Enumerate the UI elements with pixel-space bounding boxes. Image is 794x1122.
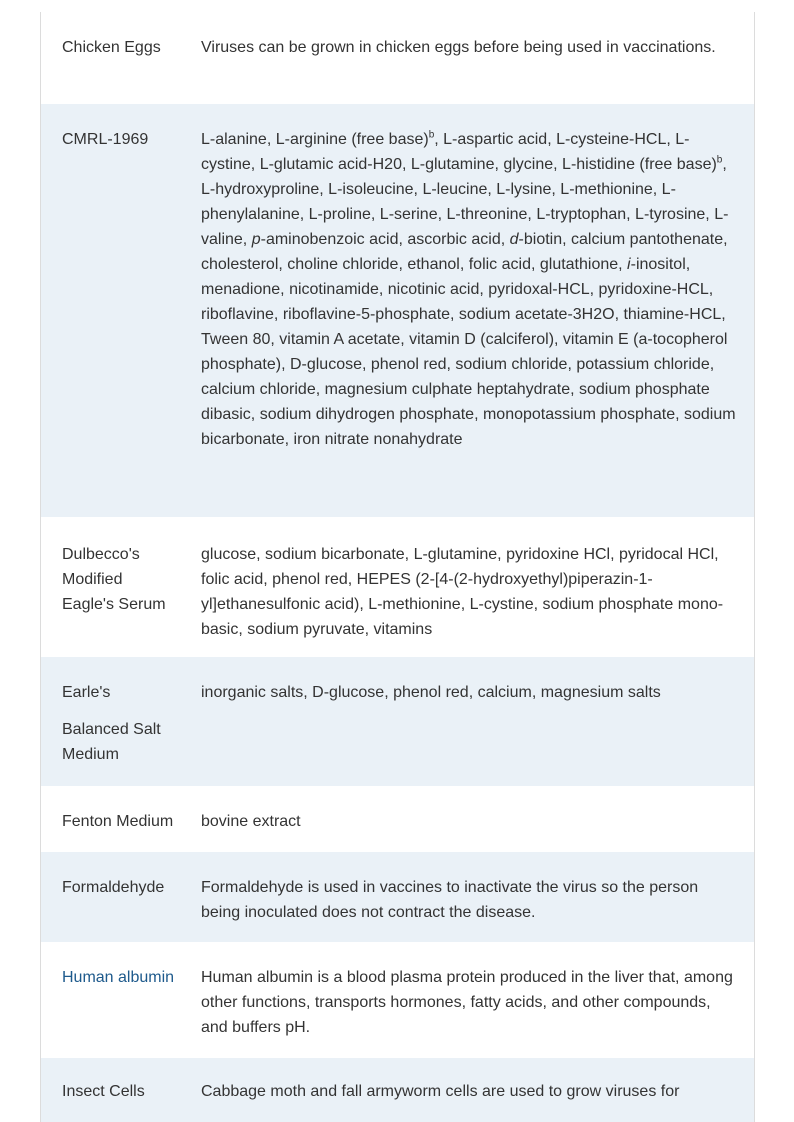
table-row [41,786,754,852]
ingredient-description: L-alanine, L-arginine (free base)$^b$, L-aspartic acid, L-cysteine-HCL, L-cystine, L-glutamic acid-H20, L-glutamine, glycine, L-histidine (free base)$^b$, L-hydroxyproline, L-isoleucine, L-leucine, L-lysine, L-methionine, L-phenylalanine, L-proline, L-serine, L-threonine, L-tryptophan, L-tyrosine, L-valine, p-aminobenzoic acid, ascorbic acid, d-biotin, calcium pantothenate, cholesterol, choline chloride, ethanol, folic acid, glutathione, i-inositol, menadione, nicotinamide, nicotinic acid, pyridoxal-HCL, pyridoxine-HCL, riboflavine, riboflavine-5-phosphate, sodium acetate-3H2O, thiamine-HCL, Tween 80, vitamin A acetate, vitamin D (calciferol), vitamin E (a-tocopherol phosphate), D-glucose, phenol red, sodium chloride, potassium chloride, calcium chloride, magnesium culphate heptahydrate, sodium phosphate dibasic, sodium dihydrogen phosphate, monopotassium phosphate, sodium bicarbonate, iron nitrate nonahydrate [201,129,736,448]
ingredient-description: Formaldehyde is used in vaccines to inactivate the virus so the person being inoculated does not contract the disease. [201,879,699,921]
ingredient-description: Cabbage moth and fall armyworm cells are used to grow viruses for [201,1083,680,1100]
ingredient-name: Insect Cells [62,1083,145,1100]
ingredient-name [41,965,201,1058]
ingredient-description: Viruses can be grown in chicken eggs before being used in vaccinations. [201,39,716,56]
table-row [41,104,754,517]
ingredient-description: Human albumin is a blood plasma protein produced in the liver that, among other functions, transports hormones, fatty acids, and other compounds, and buffers pH. [201,969,733,1036]
ingredient-name: Chicken Eggs [62,39,161,56]
ingredient-description: glucose, sodium bicarbonate, L-glutamine, pyridoxine HCl, pyridocal HCl, folic acid, phenol red, HEPES (2-[4-(2-hydroxyethyl)piperazin-1-yl]ethanesulfonic acid), L-methionine, L-cystine, sodium phosphate mono-basic, sodium pyruvate, vitamins [201,546,724,638]
table-row [41,942,754,1058]
ingredient-name: Formaldehyde [62,879,165,896]
table-row [41,852,754,942]
name-line-2: Balanced Salt Medium [62,721,161,763]
table-row [41,657,754,786]
table-row [41,517,754,657]
human-albumin-link[interactable]: Human albumin [62,969,175,986]
ingredient-name: Dulbecco's Modified Eagle's Serum [62,546,166,613]
table-row [41,1058,754,1122]
table-row [41,12,754,104]
ingredient-name [41,680,201,786]
ingredient-name: Fenton Medium [62,813,174,830]
ingredient-name: CMRL-1969 [62,131,149,148]
ingredients-table [40,12,755,1122]
ingredient-description: bovine extract [201,813,301,830]
name-line-1: Earle's [62,684,111,701]
ingredient-description: inorganic salts, D-glucose, phenol red, calcium, magnesium salts [201,684,661,701]
